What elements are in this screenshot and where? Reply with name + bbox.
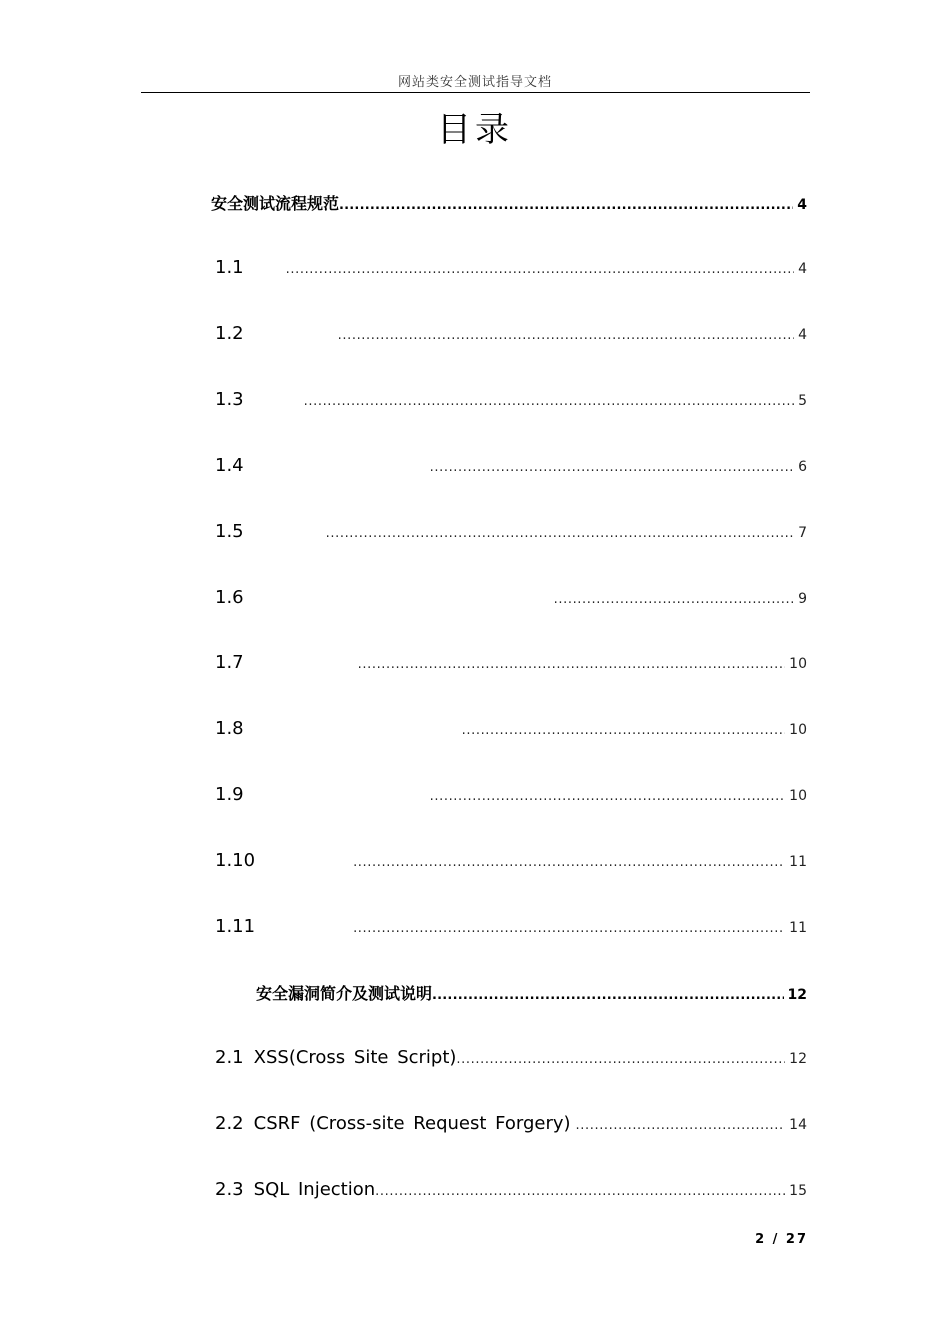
toc-entry-number: 2.3 [215, 1179, 244, 1200]
toc-page-number: 7 [798, 525, 807, 541]
toc-dot-leader [353, 855, 785, 870]
toc-entry-label: 安全漏洞简介及测试说明 [256, 984, 433, 1003]
toc-entry-2-1[interactable] [215, 1047, 807, 1071]
toc-entry-1-8[interactable] [215, 718, 807, 742]
toc-dot-leader [286, 262, 794, 277]
toc-entry-1-9[interactable] [215, 784, 807, 808]
toc-dot-leader [358, 657, 786, 672]
toc-entry-1-2[interactable] [215, 323, 807, 347]
page-counter: 2 / 27 [755, 1232, 808, 1247]
page-title: 目录 [437, 110, 513, 150]
toc-page-number: 9 [798, 591, 807, 607]
toc-entry-number: 2.2 [215, 1113, 244, 1134]
toc-entry-section-2[interactable] [256, 981, 807, 1005]
toc-entry-1-10[interactable] [215, 850, 807, 874]
toc-entry-number: 1.4 [215, 455, 244, 476]
toc-entry-label: CSRF (Cross-site Request Forgery) [253, 1113, 571, 1134]
toc-entry-1-11[interactable] [215, 916, 807, 940]
toc-page-number: 4 [797, 197, 807, 213]
toc-entry-number: 1.10 [215, 850, 256, 871]
toc-dot-leader [430, 460, 794, 475]
toc-entry-number: 1.11 [215, 916, 256, 937]
toc-page-number: 10 [789, 788, 807, 804]
toc-dot-leader [576, 1118, 786, 1133]
toc-entry-number: 1.8 [215, 718, 244, 739]
toc-entry-label: 安全测试流程规范 [211, 194, 340, 213]
toc-dot-leader [353, 921, 785, 936]
toc-entry-2-2[interactable] [215, 1113, 807, 1137]
toc-entry-number: 1.6 [215, 587, 244, 608]
running-header: 网站类安全测试指导文档 [397, 75, 552, 90]
toc-entry-1-4[interactable] [215, 455, 807, 479]
toc-dot-leader [304, 394, 794, 409]
toc-entry-section-1[interactable] [211, 191, 807, 215]
toc-dot-leader [456, 1052, 785, 1067]
toc-entry-label: XSS(Cross Site Script) [253, 1047, 457, 1068]
toc-dot-leader [339, 198, 793, 213]
toc-page-number: 14 [789, 1117, 807, 1133]
toc-dot-leader [326, 526, 794, 541]
toc-entry-2-3[interactable] [215, 1179, 807, 1203]
toc-dot-leader [375, 1184, 785, 1199]
toc-page-number: 12 [787, 987, 807, 1003]
toc-entry-number: 1.1 [215, 257, 244, 278]
toc-page-number: 5 [798, 393, 807, 409]
toc-dot-leader [432, 988, 784, 1003]
toc-entry-1-6[interactable] [215, 587, 807, 611]
toc-entry-1-7[interactable] [215, 652, 807, 676]
toc-dot-leader [554, 592, 794, 607]
toc-entry-1-5[interactable] [215, 521, 807, 545]
toc-page-number: 12 [789, 1051, 807, 1067]
toc-entry-number: 1.5 [215, 521, 244, 542]
toc-entry-number: 1.2 [215, 323, 244, 344]
toc-dot-leader [430, 789, 786, 804]
toc-entry-number: 1.7 [215, 652, 244, 673]
toc-entry-number: 1.3 [215, 389, 244, 410]
toc-dot-leader [462, 723, 786, 738]
toc-page-number: 4 [798, 261, 807, 277]
toc-page-number: 10 [789, 656, 807, 672]
toc-page-number: 10 [789, 722, 807, 738]
toc-page-number: 15 [789, 1183, 807, 1199]
header-divider [141, 92, 810, 93]
toc-page-number: 11 [789, 920, 807, 936]
toc-entry-1-3[interactable] [215, 389, 807, 413]
toc-entry-number: 2.1 [215, 1047, 244, 1068]
toc-entry-label: SQL Injection [253, 1179, 376, 1200]
toc-dot-leader [338, 328, 794, 343]
toc-page-number: 4 [798, 327, 807, 343]
toc-entry-number: 1.9 [215, 784, 244, 805]
toc-page-number: 11 [789, 854, 807, 870]
toc-entry-1-1[interactable] [215, 257, 807, 281]
toc-page-number: 6 [798, 459, 807, 475]
